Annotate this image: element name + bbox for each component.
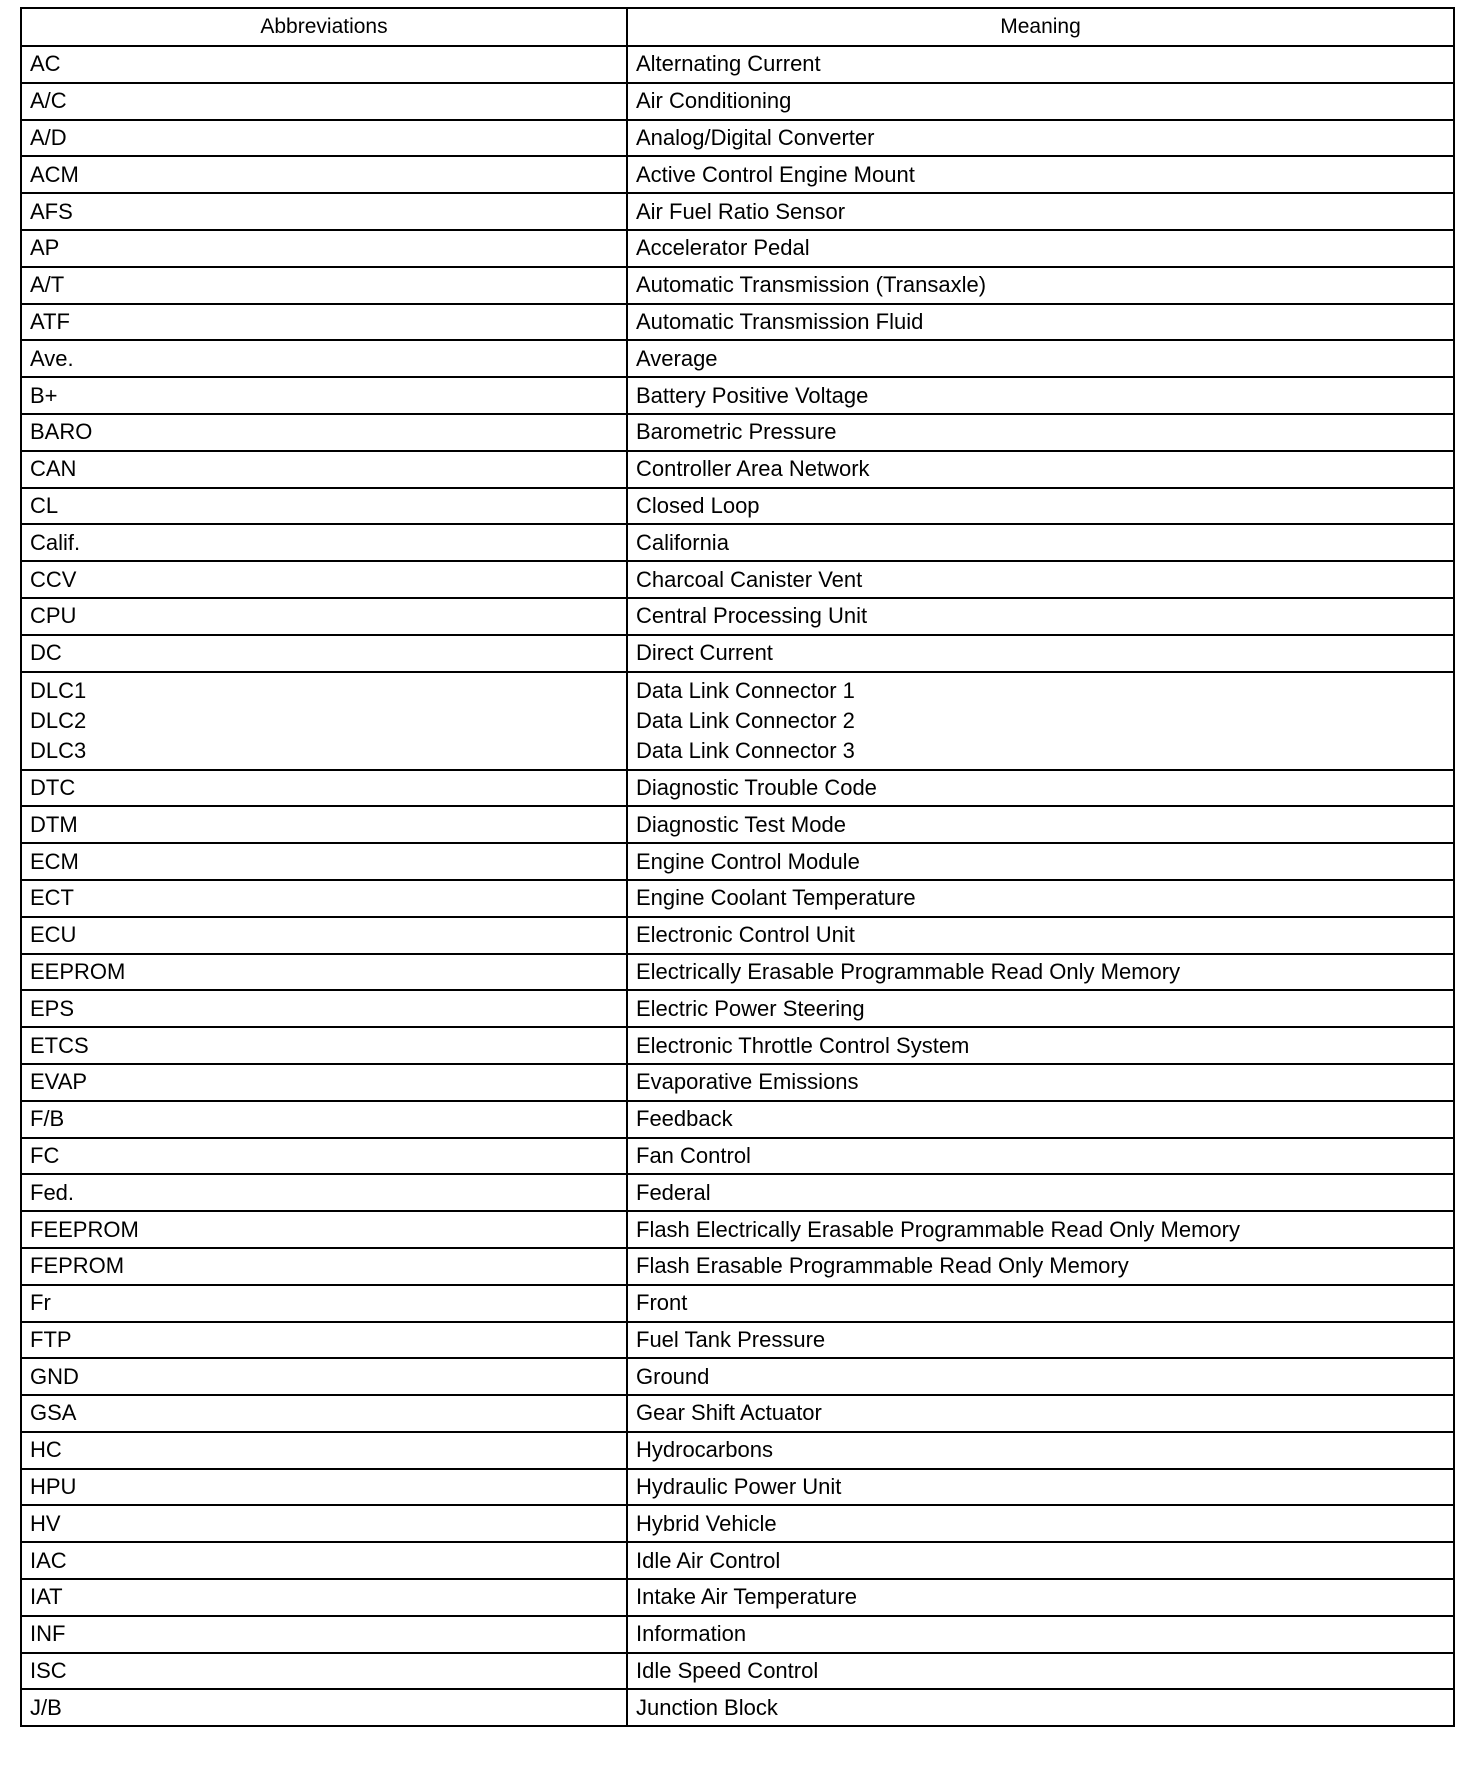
abbreviation-cell xyxy=(21,1395,627,1432)
meaning-cell xyxy=(627,1027,1454,1064)
meaning-cell xyxy=(627,990,1454,1027)
meaning-cell xyxy=(627,1542,1454,1579)
meaning-cell xyxy=(627,770,1454,807)
abbreviation-cell xyxy=(21,1174,627,1211)
abbreviation-text: B+ xyxy=(30,382,58,408)
abbreviation-text: Fr xyxy=(30,1290,51,1316)
abbreviation-text: IAC xyxy=(30,1547,67,1573)
meaning-cell xyxy=(627,1358,1454,1395)
table-row xyxy=(21,561,1454,598)
meaning-text: Automatic Transmission Fluid xyxy=(636,308,924,334)
table-row xyxy=(21,1689,1454,1726)
meaning-cell xyxy=(627,524,1454,561)
abbreviation-cell xyxy=(21,46,627,83)
abbreviation-cell xyxy=(21,156,627,193)
meaning-cell xyxy=(627,598,1454,635)
abbreviation-text: ETCS xyxy=(30,1032,89,1058)
meaning-cell xyxy=(627,561,1454,598)
abbreviation-text: EEPROM xyxy=(30,958,126,984)
meaning-text: Alternating Current xyxy=(636,51,821,77)
abbreviation-text: ECT xyxy=(30,885,74,911)
meaning-text: Diagnostic Test Mode xyxy=(636,811,846,837)
table-row xyxy=(21,672,1454,770)
meaning-text: Flash Erasable Programmable Read Only Memory xyxy=(636,1253,1129,1279)
abbreviation-text: Calif. xyxy=(30,529,81,555)
meaning-text: Idle Speed Control xyxy=(636,1658,819,1684)
meaning-text: Data Link Connector 1 xyxy=(636,677,855,703)
table-row xyxy=(21,1395,1454,1432)
meaning-cell xyxy=(627,1469,1454,1506)
abbreviation-text: A/C xyxy=(30,88,67,114)
table-row xyxy=(21,1432,1454,1469)
meaning-text: Diagnostic Trouble Code xyxy=(636,774,877,800)
meaning-text: Engine Control Module xyxy=(636,848,860,874)
table-row xyxy=(21,1322,1454,1359)
table-row xyxy=(21,1616,1454,1653)
abbreviation-text: ECM xyxy=(30,848,79,874)
meaning-text: Active Control Engine Mount xyxy=(636,161,915,187)
abbreviation-text: A/D xyxy=(30,124,67,150)
meaning-cell xyxy=(627,635,1454,672)
table-row xyxy=(21,1505,1454,1542)
abbreviation-text: HC xyxy=(30,1437,62,1463)
table-row xyxy=(21,917,1454,954)
meaning-text: Electronic Throttle Control System xyxy=(636,1032,970,1058)
abbreviation-cell xyxy=(21,1432,627,1469)
table-row xyxy=(21,1542,1454,1579)
meaning-cell xyxy=(627,1101,1454,1138)
abbreviation-cell xyxy=(21,1248,627,1285)
abbreviation-cell xyxy=(21,1101,627,1138)
meaning-column-header: Meaning xyxy=(627,8,1454,46)
meaning-text: Central Processing Unit xyxy=(636,603,868,629)
abbreviation-cell xyxy=(21,1138,627,1175)
meaning-text: Front xyxy=(636,1290,688,1316)
abbreviation-cell xyxy=(21,1505,627,1542)
abbreviation-text: HV xyxy=(30,1510,61,1536)
abbreviation-cell xyxy=(21,917,627,954)
abbreviation-cell xyxy=(21,880,627,917)
table-row xyxy=(21,120,1454,157)
abbreviation-cell xyxy=(21,806,627,843)
abbreviation-text: GSA xyxy=(30,1400,77,1426)
meaning-cell xyxy=(627,1689,1454,1726)
abbreviation-cell xyxy=(21,1322,627,1359)
abbreviation-cell xyxy=(21,377,627,414)
abbreviation-text: AP xyxy=(30,235,60,261)
meaning-text: Information xyxy=(636,1621,747,1647)
abbreviations-table xyxy=(20,7,1455,1727)
meaning-text: Junction Block xyxy=(636,1694,778,1720)
meaning-text: Gear Shift Actuator xyxy=(636,1400,822,1426)
meaning-cell xyxy=(627,1285,1454,1322)
meaning-cell xyxy=(627,1211,1454,1248)
table-body xyxy=(21,46,1454,1726)
table-row xyxy=(21,1064,1454,1101)
abbreviation-text: DLC2 xyxy=(30,707,87,733)
table-row xyxy=(21,635,1454,672)
meaning-cell xyxy=(627,1616,1454,1653)
abbreviation-text: DLC3 xyxy=(30,737,87,763)
table-row xyxy=(21,451,1454,488)
abbreviation-text: GND xyxy=(30,1363,79,1389)
table-row xyxy=(21,1285,1454,1322)
abbreviation-cell xyxy=(21,340,627,377)
abbreviation-cell xyxy=(21,990,627,1027)
meaning-text: Electric Power Steering xyxy=(636,995,865,1021)
abbreviation-cell xyxy=(21,770,627,807)
table-row xyxy=(21,414,1454,451)
abbreviation-text: ISC xyxy=(30,1658,67,1684)
meaning-cell xyxy=(627,1579,1454,1616)
meaning-text: Closed Loop xyxy=(636,492,760,518)
meaning-text: Hydrocarbons xyxy=(636,1437,773,1463)
meaning-text: Average xyxy=(636,345,718,371)
table-row xyxy=(21,598,1454,635)
abbreviation-text: Fed. xyxy=(30,1179,75,1205)
meaning-cell xyxy=(627,806,1454,843)
abbreviation-text: INF xyxy=(30,1621,66,1647)
table-row xyxy=(21,193,1454,230)
abbreviation-cell xyxy=(21,1027,627,1064)
abbreviation-text: J/B xyxy=(30,1694,62,1720)
table-row xyxy=(21,954,1454,991)
abbreviation-text: FTP xyxy=(30,1326,72,1352)
meaning-text: Air Fuel Ratio Sensor xyxy=(636,198,846,224)
table-row xyxy=(21,990,1454,1027)
meaning-text: Battery Positive Voltage xyxy=(636,382,869,408)
abbreviation-text: EPS xyxy=(30,995,75,1021)
table-row xyxy=(21,230,1454,267)
meaning-text: Evaporative Emissions xyxy=(636,1069,859,1095)
table-row xyxy=(21,1653,1454,1690)
table-row xyxy=(21,1469,1454,1506)
meaning-text: Flash Electrically Erasable Programmable Read Only Memory xyxy=(636,1216,1240,1242)
abbreviation-text: CAN xyxy=(30,456,77,482)
table-row xyxy=(21,1138,1454,1175)
meaning-cell xyxy=(627,230,1454,267)
meaning-cell xyxy=(627,1138,1454,1175)
abbreviations-column-header: Abbreviations xyxy=(21,8,627,46)
meaning-cell xyxy=(627,1653,1454,1690)
abbreviation-cell xyxy=(21,451,627,488)
abbreviation-cell xyxy=(21,83,627,120)
meaning-cell xyxy=(627,451,1454,488)
table-row xyxy=(21,267,1454,304)
meaning-cell xyxy=(627,672,1454,770)
abbreviation-cell xyxy=(21,1285,627,1322)
meaning-text: Controller Area Network xyxy=(636,456,870,482)
abbreviation-text: DLC1 xyxy=(30,677,87,703)
table-row xyxy=(21,46,1454,83)
abbreviation-cell xyxy=(21,304,627,341)
meaning-text: Feedback xyxy=(636,1106,733,1132)
meaning-text: Data Link Connector 3 xyxy=(636,737,855,763)
meaning-text: Hybrid Vehicle xyxy=(636,1510,777,1536)
abbreviation-cell xyxy=(21,672,627,770)
abbreviation-text: ACM xyxy=(30,161,79,187)
meaning-text: Data Link Connector 2 xyxy=(636,707,855,733)
table-row xyxy=(21,880,1454,917)
abbreviation-text: FC xyxy=(30,1142,60,1168)
meaning-cell xyxy=(627,1174,1454,1211)
abbreviation-text: CPU xyxy=(30,603,77,629)
abbreviation-text: FEPROM xyxy=(30,1253,125,1279)
meaning-text: Direct Current xyxy=(636,640,773,666)
table-row xyxy=(21,806,1454,843)
meaning-cell xyxy=(627,880,1454,917)
abbreviation-cell xyxy=(21,598,627,635)
table-row xyxy=(21,1101,1454,1138)
abbreviation-text: AC xyxy=(30,51,61,77)
meaning-cell xyxy=(627,46,1454,83)
meaning-cell xyxy=(627,1505,1454,1542)
abbreviation-text: EVAP xyxy=(30,1069,88,1095)
meaning-text: Idle Air Control xyxy=(636,1547,781,1573)
table-row xyxy=(21,83,1454,120)
abbreviation-cell xyxy=(21,954,627,991)
abbreviation-cell xyxy=(21,843,627,880)
table-row xyxy=(21,488,1454,525)
meaning-cell xyxy=(627,1064,1454,1101)
meaning-text: Air Conditioning xyxy=(636,88,792,114)
abbreviation-text: CL xyxy=(30,492,59,518)
abbreviation-cell xyxy=(21,1211,627,1248)
meaning-text: Automatic Transmission (Transaxle) xyxy=(636,272,987,298)
meaning-text: Intake Air Temperature xyxy=(636,1584,857,1610)
abbreviation-text: CCV xyxy=(30,566,77,592)
meaning-cell xyxy=(627,377,1454,414)
abbreviation-text: DTM xyxy=(30,811,78,837)
meaning-text: Charcoal Canister Vent xyxy=(636,566,863,592)
abbreviation-text: A/T xyxy=(30,272,65,298)
meaning-cell xyxy=(627,917,1454,954)
meaning-cell xyxy=(627,843,1454,880)
meaning-text: Engine Coolant Temperature xyxy=(636,885,916,911)
table-row xyxy=(21,1211,1454,1248)
abbreviation-text: FEEPROM xyxy=(30,1216,139,1242)
abbreviation-cell xyxy=(21,1469,627,1506)
table-header-row xyxy=(21,8,1454,46)
abbreviation-text: AFS xyxy=(30,198,73,224)
abbreviation-cell xyxy=(21,193,627,230)
table-row xyxy=(21,524,1454,561)
meaning-cell xyxy=(627,193,1454,230)
table-row xyxy=(21,1174,1454,1211)
meaning-cell xyxy=(627,1395,1454,1432)
meaning-cell xyxy=(627,83,1454,120)
table-row xyxy=(21,1358,1454,1395)
abbreviation-cell xyxy=(21,1542,627,1579)
abbreviation-text: Ave. xyxy=(30,345,74,371)
meaning-text: Hydraulic Power Unit xyxy=(636,1474,842,1500)
meaning-cell xyxy=(627,1432,1454,1469)
abbreviation-cell xyxy=(21,635,627,672)
meaning-cell xyxy=(627,1322,1454,1359)
meaning-cell xyxy=(627,488,1454,525)
meaning-cell xyxy=(627,414,1454,451)
abbreviation-cell xyxy=(21,1358,627,1395)
abbreviation-cell xyxy=(21,414,627,451)
table-row xyxy=(21,304,1454,341)
table-row xyxy=(21,1579,1454,1616)
abbreviation-cell xyxy=(21,561,627,598)
meaning-text: Federal xyxy=(636,1179,711,1205)
meaning-text: Barometric Pressure xyxy=(636,419,837,445)
abbreviation-text: DC xyxy=(30,640,62,666)
abbreviation-text: ECU xyxy=(30,922,77,948)
abbreviation-cell xyxy=(21,1653,627,1690)
abbreviation-cell xyxy=(21,230,627,267)
meaning-text: Fuel Tank Pressure xyxy=(636,1326,826,1352)
abbreviation-text: IAT xyxy=(30,1584,63,1610)
abbreviation-cell xyxy=(21,488,627,525)
table-row xyxy=(21,377,1454,414)
abbreviation-cell xyxy=(21,1616,627,1653)
table-row xyxy=(21,1027,1454,1064)
abbreviation-cell xyxy=(21,1064,627,1101)
table-row xyxy=(21,156,1454,193)
meaning-cell xyxy=(627,304,1454,341)
meaning-text: California xyxy=(636,529,729,555)
abbreviation-cell xyxy=(21,1579,627,1616)
meaning-cell xyxy=(627,267,1454,304)
abbreviation-text: F/B xyxy=(30,1106,65,1132)
meaning-cell xyxy=(627,954,1454,991)
abbreviation-text: HPU xyxy=(30,1474,77,1500)
table-row xyxy=(21,340,1454,377)
abbreviation-text: ATF xyxy=(30,308,70,334)
meaning-text: Electronic Control Unit xyxy=(636,922,855,948)
table-row xyxy=(21,843,1454,880)
abbreviation-text: BARO xyxy=(30,419,93,445)
meaning-text: Analog/Digital Converter xyxy=(636,124,875,150)
abbreviation-cell xyxy=(21,1689,627,1726)
abbreviation-cell xyxy=(21,524,627,561)
abbreviation-cell xyxy=(21,120,627,157)
meaning-cell xyxy=(627,340,1454,377)
table-row xyxy=(21,1248,1454,1285)
meaning-text: Accelerator Pedal xyxy=(636,235,810,261)
meaning-text: Electrically Erasable Programmable Read Only Memory xyxy=(636,958,1181,984)
meaning-cell xyxy=(627,120,1454,157)
meaning-text: Fan Control xyxy=(636,1142,751,1168)
abbreviation-cell xyxy=(21,267,627,304)
meaning-cell xyxy=(627,1248,1454,1285)
meaning-text: Ground xyxy=(636,1363,710,1389)
table-row xyxy=(21,770,1454,807)
abbreviation-text: DTC xyxy=(30,774,76,800)
meaning-cell xyxy=(627,156,1454,193)
